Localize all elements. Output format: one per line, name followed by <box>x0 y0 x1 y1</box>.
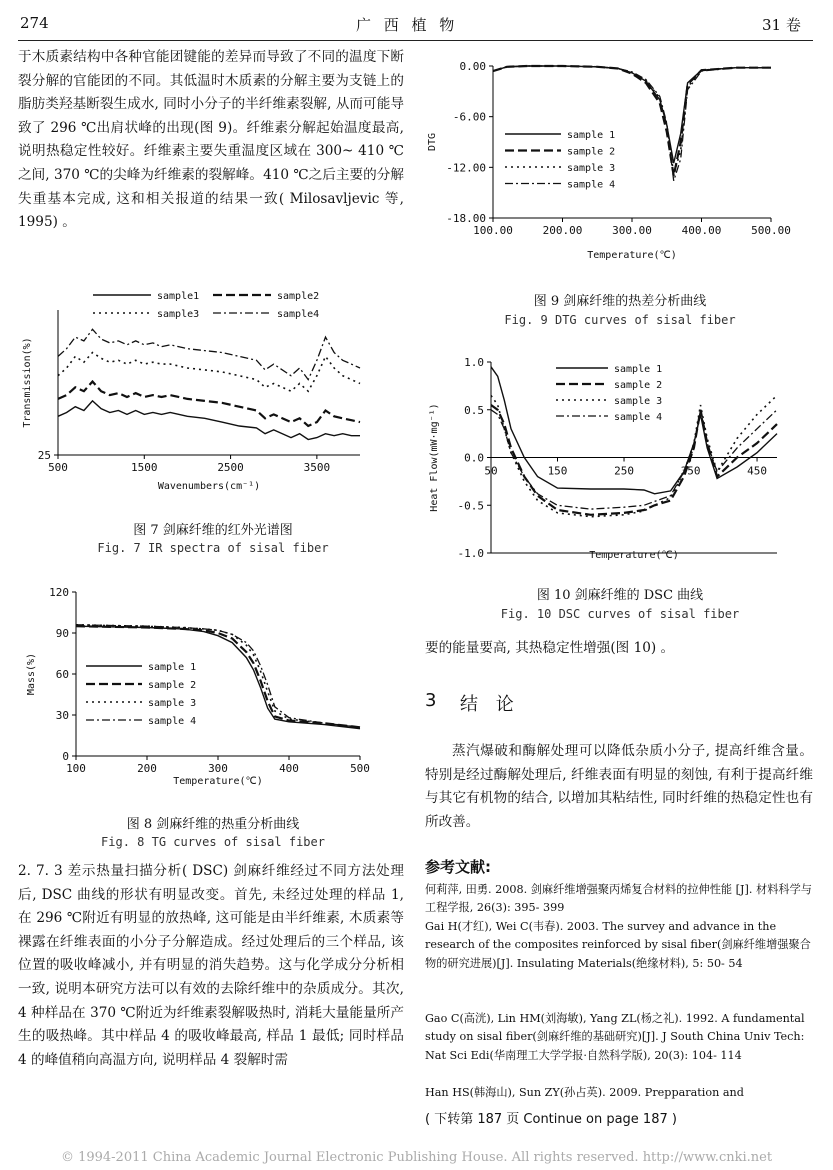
fig8-legend-label: sample 2 <box>148 680 197 691</box>
page-number: 274 <box>20 14 49 32</box>
fig7-series-3 <box>58 353 360 392</box>
fig7-x-label: Wavenumbers(cm⁻¹) <box>157 481 261 492</box>
fig10-x-tick-label: 50 <box>484 464 498 478</box>
fig7-y-label: Transmission(%) <box>22 337 33 428</box>
fig8-y-tick-label: 30 <box>55 709 69 722</box>
fig8-x-tick-label: 500 <box>350 762 370 775</box>
fig10-y-label: Heat Flow(mW·mg⁻¹) <box>429 403 440 512</box>
left-text-top: 于木质素结构中各种官能团键能的差异而导致了不同的温度下断裂分解的官能团的不同。其低温时木质素的分解主要为支链上的脂肪类羟基断裂生成水, 同时小分子的半纤维素裂解, 从而可能导致了 296 ℃出肩状峰的出现(图 9)。纤维素分解起始温度最高, 说明热稳定性较好。纤维素主要失重温度区域在 300~ 410 ℃之间, 370 ℃的尖峰为纤维素的裂解峰。410 ℃之后主要的分解失重基本完成, 这和相关报道的结果一致( Milosavljevic 等, 1995) 。 <box>18 49 404 231</box>
fig8-x-tick-label: 200 <box>137 762 157 775</box>
copyright-line: © 1994-2011 China Academic Journal Electronic Publishing House. All rights reserved. http://www.cnki.net <box>60 1150 773 1165</box>
fig10-legend-label: sample 3 <box>614 396 663 407</box>
fig10-x-tick-label: 450 <box>747 464 767 478</box>
fig7-plot <box>22 291 360 492</box>
fig8-y-tick-label: 0 <box>62 750 69 763</box>
fig8-series-2 <box>76 626 360 727</box>
fig9-legend-label: sample 2 <box>567 146 616 158</box>
fig9-chart <box>425 52 815 277</box>
fig7-x-tick-label: 500 <box>48 461 68 474</box>
fig10-caption-cn: 图 10 剑麻纤维的 DSC 曲线 <box>536 588 704 603</box>
fig7-x-tick-label: 2500 <box>217 461 244 474</box>
right-text-continued: 要的能量要高, 其热稳定性增强(图 10) 。 <box>425 640 675 656</box>
fig9-y-tick-label: -18.00 <box>446 212 486 225</box>
fig7-caption-en: Fig. 7 IR spectra of sisal fiber <box>97 541 329 555</box>
fig8-y-label: Mass(%) <box>26 652 37 696</box>
reference-4: Han HS(韩海山), Sun ZY(孙占英). 2009. Prepparation and <box>425 1086 744 1099</box>
fig8-y-tick-label: 120 <box>49 586 69 599</box>
fig7-chart <box>18 282 408 512</box>
continued-note: ( 下转第 187 页 Continue on page 187 ) <box>425 1112 677 1127</box>
fig9-x-tick-label: 200.00 <box>542 224 583 237</box>
fig10-x-tick-label: 150 <box>547 464 568 478</box>
fig8-series-4 <box>76 625 360 728</box>
fig8-caption-cn: 图 8 剑麻纤维的热重分析曲线 <box>126 817 300 832</box>
fig8-series-1 <box>76 626 360 729</box>
header-rule <box>18 40 813 41</box>
fig10-legend-label: sample 2 <box>614 380 663 391</box>
fig9-legend-label: sample 3 <box>567 163 616 174</box>
fig9-caption-en: Fig. 9 DTG curves of sisal fiber <box>504 313 736 327</box>
section3-number: 3 <box>425 690 437 711</box>
fig10-x-tick-label: 350 <box>680 464 701 478</box>
fig9-x-tick-label: 500.00 <box>751 224 791 237</box>
fig10-y-tick-label: 1.0 <box>464 356 484 369</box>
fig7-series-4 <box>58 329 360 379</box>
fig10-plot <box>429 356 777 561</box>
references-title: 参考文献: <box>425 858 491 876</box>
fig9-legend-label: sample 1 <box>567 130 616 141</box>
fig9-y-tick-label: 0.00 <box>459 60 486 73</box>
fig8-series-3 <box>76 625 360 728</box>
fig9-x-label: Temperature(℃) <box>587 250 677 261</box>
fig7-x-tick-label: 1500 <box>131 461 158 474</box>
reference-1: 何莉萍, 田勇. 2008. 剑麻纤维增强聚丙烯复合材料的拉伸性能 [J]. 材料科学与工程学报, 26(3): 395- 399 <box>425 883 812 915</box>
fig8-legend-label: sample 3 <box>148 698 197 709</box>
fig9-y-tick-label: -12.00 <box>446 161 486 175</box>
fig10-x-label: Temperature(℃) <box>589 550 679 561</box>
fig9-x-tick-label: 400.00 <box>681 224 722 237</box>
fig8-plot <box>26 586 370 787</box>
fig9-series-2 <box>493 66 771 176</box>
fig9-series-4 <box>493 66 771 181</box>
fig9-x-tick-label: 100.00 <box>473 224 513 237</box>
fig8-y-tick-label: 90 <box>55 627 69 640</box>
fig10-y-tick-label: -1.0 <box>457 547 484 560</box>
conclusion-text: 蒸汽爆破和酶解处理可以降低杂质小分子, 提高纤维含量。特别是经过酶解处理后, 纤维表面有明显的刻蚀, 有利于提高纤维与其它有机物的结合, 以增加其粘结性, 同时纤维的热稳定性也有所改善。 <box>425 743 813 830</box>
fig8-x-label: Temperature(℃) <box>173 776 263 787</box>
fig10-y-tick-label: 0.0 <box>464 451 484 465</box>
fig9-caption-cn: 图 9 剑麻纤维的热差分析曲线 <box>533 294 707 309</box>
fig8-x-tick-label: 300 <box>208 762 228 775</box>
fig8-y-tick-label: 60 <box>55 668 69 681</box>
fig7-caption-cn: 图 7 剑麻纤维的红外光谱图 <box>133 523 293 538</box>
fig9-y-label: DTG <box>427 132 438 152</box>
fig7-y-tick-label: 25 <box>37 449 51 462</box>
fig7-x-tick-label: 3500 <box>303 461 331 474</box>
fig9-series-1 <box>493 66 771 163</box>
fig9-series-3 <box>493 66 771 174</box>
fig8-chart <box>18 580 408 790</box>
fig7-legend-label: sample2 <box>277 291 320 302</box>
fig10-chart <box>425 350 815 572</box>
reference-2: Gai H(才红), Wei C(韦春). 2003. The survey and advance in the research of the composites reinforced by sisal fiber(剑麻纤维增强聚合物的研究进展)[J]. Insulating Materials(绝缘材料), 5: 50- 54 <box>425 920 811 970</box>
volume: 31 卷 <box>762 16 801 34</box>
fig10-x-tick-label: 250 <box>614 464 634 478</box>
fig7-legend-label: sample3 <box>157 309 200 320</box>
fig8-x-tick-label: 100 <box>66 762 86 775</box>
journal-name: 广 西 植 物 <box>356 16 459 34</box>
fig10-legend-label: sample 4 <box>614 412 663 423</box>
fig10-y-tick-label: 0.5 <box>464 403 484 417</box>
fig8-legend-label: sample 4 <box>148 716 197 727</box>
fig8-x-tick-label: 400 <box>279 762 299 775</box>
fig7-legend-label: sample4 <box>277 309 320 320</box>
fig10-caption-en: Fig. 10 DSC curves of sisal fiber <box>500 607 740 621</box>
left-text-bottom: 2. 7. 3 差示热量扫描分析( DSC) 剑麻纤维经过不同方法处理后, DSC 曲线的形状有明显改变。首先, 未经过处理的样品 1, 在 296 ℃附近有明显的放热峰, 这可能是由半纤维素, 木质素等裸露在纤维表面的小分子分解造成。经过处理后的三个样品, 该位置的吸收峰减小, 并有明显的消失趋势。这与化学成分分析相一致, 说明本研究方法可以有效的去除纤维中的杂质成分。其次, 4 种样品在 370 ℃附近为纤维素裂解吸热时, 消耗大量能量所产生的吸热峰。其中样品 4 的吸收峰最高, 样品 1 最低; 同时样品 4 的峰值稍向高温方向, 说明样品 4 裂解时需 <box>18 863 404 1068</box>
fig9-legend-label: sample 4 <box>567 179 616 191</box>
fig9-plot <box>427 60 791 261</box>
fig9-y-tick-label: -6.00 <box>452 110 486 124</box>
fig9-x-tick-label: 300.00 <box>612 224 652 237</box>
fig8-legend-label: sample 1 <box>148 662 197 673</box>
fig10-y-tick-label: -0.5 <box>457 499 484 513</box>
fig7-legend-label: sample1 <box>157 291 200 302</box>
reference-3: Gao C(高洸), Lin HM(刘海敏), Yang ZL(杨之礼). 1992. A fundamental study on sisal fiber(剑麻纤维的基础研究)[J]. J South China Univ Tech: Nat Sci Edi(华南理工大学学报·自然科学版), 20(3): 104- 114 <box>425 1012 805 1062</box>
section3-title: 结 论 <box>460 694 520 715</box>
fig8-caption-en: Fig. 8 TG curves of sisal fiber <box>101 835 325 849</box>
fig7-series-1 <box>58 401 360 440</box>
fig10-legend-label: sample 1 <box>614 364 663 375</box>
